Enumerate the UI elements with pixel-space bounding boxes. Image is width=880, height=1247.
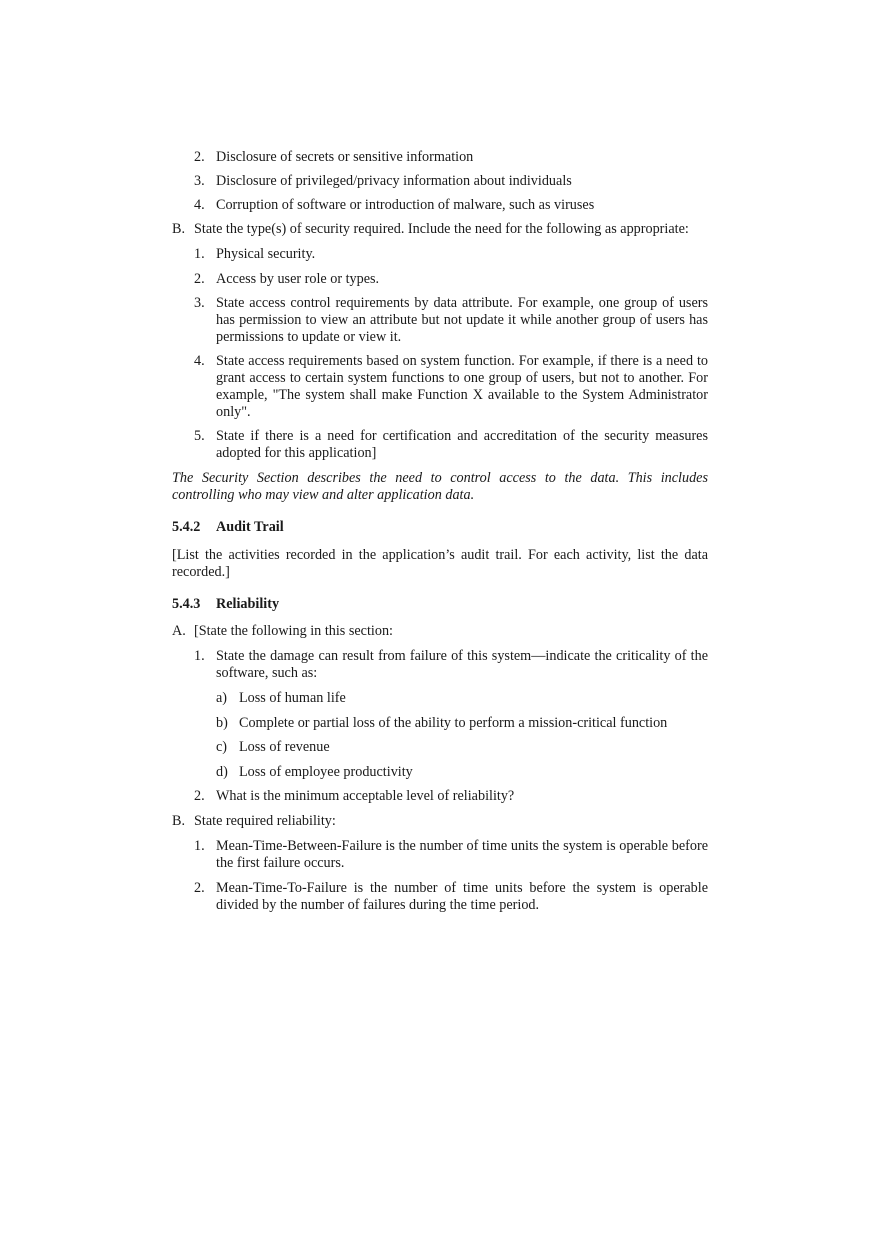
list-item-text: [State the following in this section: — [194, 623, 393, 639]
list-marker: B. — [172, 221, 186, 237]
list-item-text: State the type(s) of security required. Include the need for the following as appropriate: — [194, 221, 689, 237]
section-heading-audit-trail — [172, 519, 708, 536]
list-marker: d) — [216, 764, 228, 780]
list-item-text: State access control requirements by data attribute. For example, one group of users has permission to view an attribute but not update it while another group of users has permissions to update or view it. — [216, 295, 708, 345]
list-item-text: Complete or partial loss of the ability to perform a mission-critical function — [239, 715, 668, 731]
list-item — [194, 838, 708, 872]
security-section-note: The Security Section describes the need to control access to the data. This includes controlling who may view and alter application data. — [172, 470, 708, 503]
list-marker: 2. — [194, 271, 205, 287]
section-number: 5.4.3 — [172, 596, 201, 612]
list-marker: 5. — [194, 428, 205, 444]
audit-trail-body: [List the activities recorded in the application’s audit trail. For each activity, list the data recorded.] — [172, 547, 708, 580]
list-item-a-reliability — [172, 623, 708, 640]
list-item — [194, 149, 708, 166]
list-marker: 3. — [194, 295, 205, 311]
list-marker: 2. — [194, 149, 205, 165]
list-item-text: Mean-Time-Between-Failure is the number of time units the system is operable before the first failure occurs. — [216, 838, 708, 871]
section-number: 5.4.2 — [172, 519, 201, 535]
list-item-text: Disclosure of secrets or sensitive information — [216, 149, 474, 165]
list-marker: b) — [216, 715, 228, 731]
list-item-b-reliability — [172, 813, 708, 830]
section-title: Audit Trail — [216, 519, 284, 535]
list-item-text: Access by user role or types. — [216, 271, 380, 287]
list-marker: 1. — [194, 838, 205, 854]
list-item — [194, 428, 708, 462]
list-item — [194, 880, 708, 914]
list-marker: 4. — [194, 353, 205, 369]
list-item — [194, 271, 708, 288]
list-marker: c) — [216, 739, 228, 755]
list-item — [216, 715, 708, 732]
list-item — [194, 353, 708, 421]
list-item — [194, 788, 708, 805]
list-item-text: Corruption of software or introduction of malware, such as viruses — [216, 197, 595, 213]
list-marker: B. — [172, 813, 186, 829]
list-marker: 2. — [194, 788, 205, 804]
list-item — [194, 246, 708, 263]
list-item-text: Physical security. — [216, 246, 316, 262]
list-marker: 3. — [194, 173, 205, 189]
list-item-text: Mean-Time-To-Failure is the number of time units before the system is operable divided by the number of failures during the time period. — [216, 880, 708, 913]
list-item-b-security — [172, 221, 708, 238]
list-item-text: State access requirements based on system function. For example, if there is a need to grant access to certain system functions to one group of users, but not to another. For example, "The system shall make Function X available to the System Administrator only". — [216, 353, 708, 420]
list-item-text: What is the minimum acceptable level of reliability? — [216, 788, 515, 804]
list-item — [194, 295, 708, 346]
list-marker: a) — [216, 690, 228, 706]
list-item — [194, 197, 708, 214]
list-item-text: Disclosure of privileged/privacy information about individuals — [216, 173, 572, 189]
list-marker: 4. — [194, 197, 205, 213]
list-item-text: Loss of human life — [239, 690, 346, 706]
list-marker: A. — [172, 623, 186, 639]
list-marker: 1. — [194, 648, 205, 664]
section-heading-reliability — [172, 596, 708, 613]
list-item — [194, 173, 708, 190]
list-item-text: Loss of employee productivity — [239, 764, 413, 780]
list-item — [216, 764, 708, 781]
list-item-text: State required reliability: — [194, 813, 336, 829]
list-item-text: State if there is a need for certification and accreditation of the security measures adopted for this application] — [216, 428, 708, 461]
page-content — [172, 149, 708, 914]
list-marker: 2. — [194, 880, 205, 896]
list-item — [194, 648, 708, 682]
section-title: Reliability — [216, 596, 280, 612]
list-item — [216, 739, 708, 756]
list-item — [216, 690, 708, 707]
list-item-text: State the damage can result from failure of this system—indicate the criticality of the software, such as: — [216, 648, 708, 681]
list-item-text: Loss of revenue — [239, 739, 330, 755]
list-marker: 1. — [194, 246, 205, 262]
